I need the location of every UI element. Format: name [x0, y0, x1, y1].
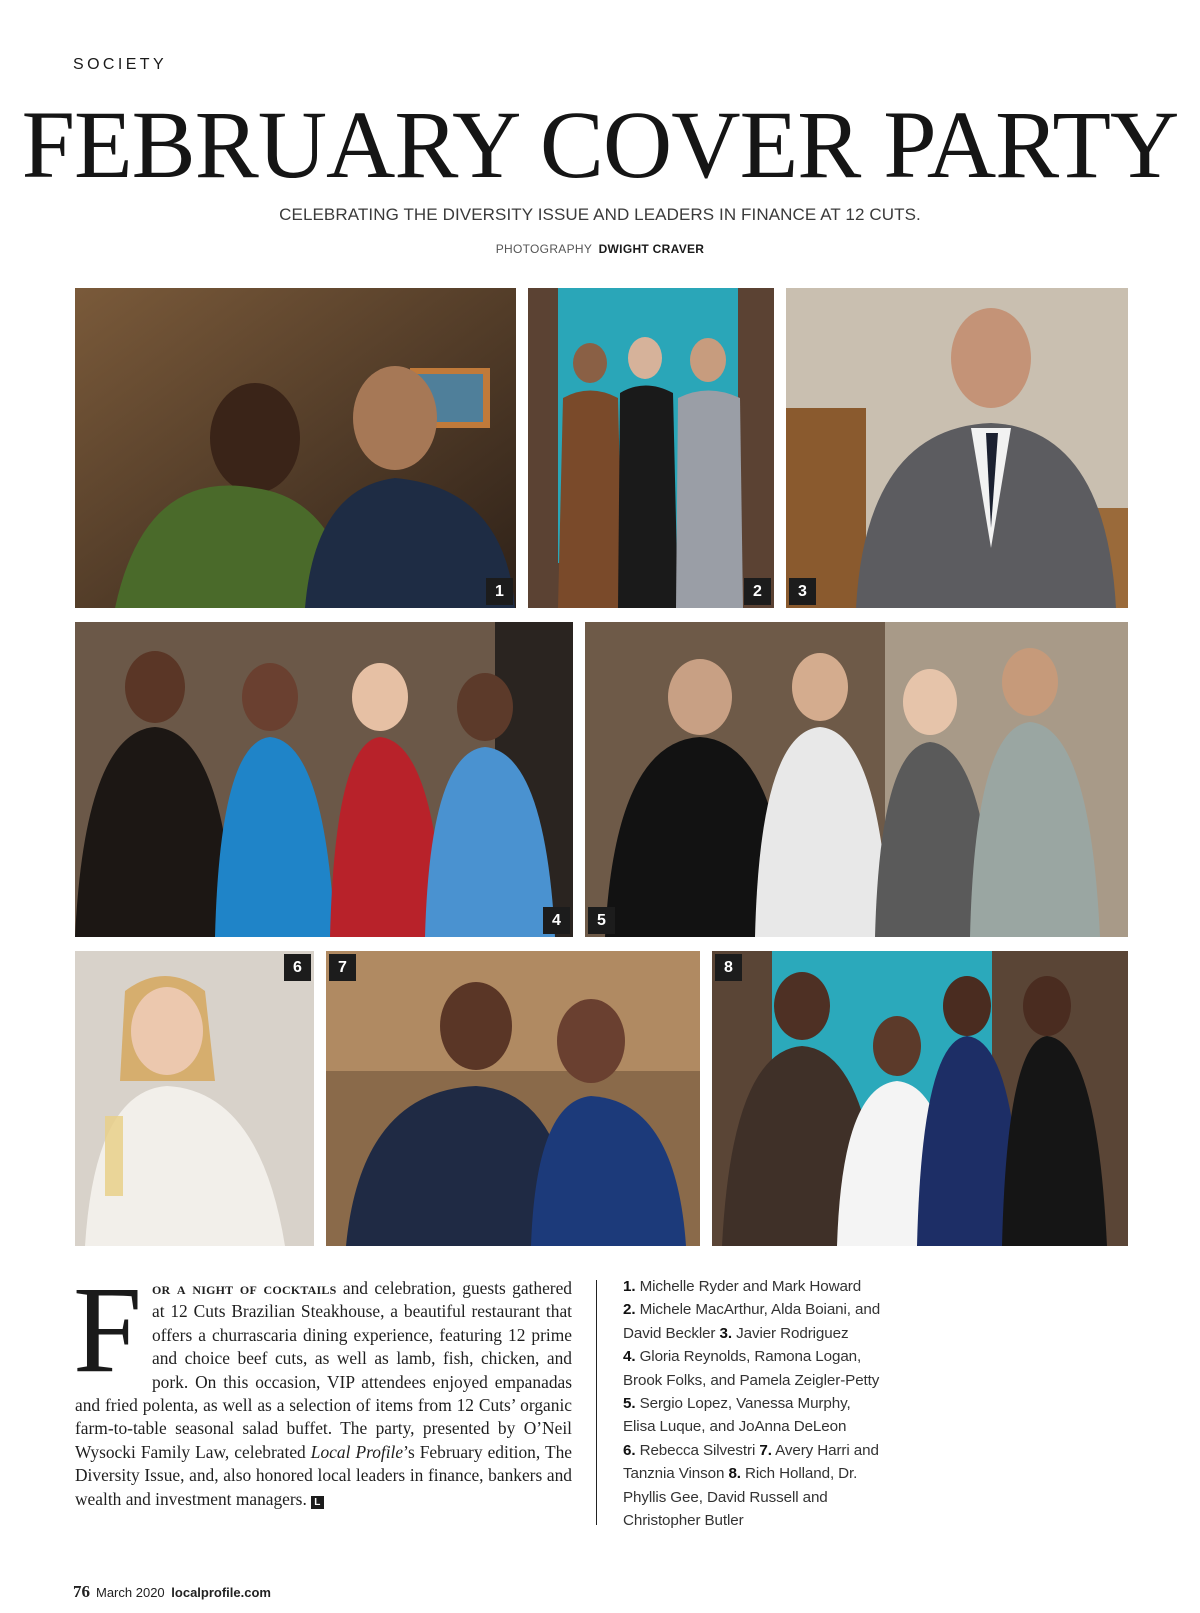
photo-6-image [75, 951, 314, 1246]
issue-date: March 2020 [96, 1585, 165, 1600]
photo-3-image [786, 288, 1128, 608]
credit-name: DWIGHT CRAVER [598, 242, 705, 256]
end-mark-icon: L [311, 1496, 324, 1509]
photo-number-4: 4 [543, 907, 570, 934]
caption-number: 6. [623, 1441, 636, 1459]
magazine-name: Local Profile [310, 1441, 404, 1462]
photo-number-8: 8 [715, 954, 742, 981]
caption-number: 3. [719, 1324, 732, 1342]
photo-number-3: 3 [789, 578, 816, 605]
photo-number-5: 5 [588, 907, 615, 934]
column-divider [596, 1280, 597, 1525]
section-label: SOCIETY [73, 56, 168, 73]
caption-text: Michelle Ryder and Mark Howard [635, 1278, 862, 1295]
caption-text: Gloria Reynolds, Ramona Logan, Brook Folks, and Pamela Zeigler-Petty [623, 1348, 880, 1389]
photo-2-image [528, 288, 774, 608]
page-number: 76 [73, 1582, 90, 1601]
credit-label: PHOTOGRAPHY [495, 242, 592, 256]
photo-credit [0, 242, 1200, 256]
article-text-2: ’s February edition, The Diversity Issue, and, also honored local leaders in finance, bankers and wealth and investment managers. [75, 1441, 572, 1509]
photo-number-6: 6 [284, 954, 311, 981]
event-photo-8 [712, 951, 1128, 1246]
photo-number-7: 7 [329, 954, 356, 981]
drop-cap: F [73, 1261, 142, 1398]
article-text-1: and celebration, guests gathered at 12 Cuts Brazilian Steakhouse, a beautiful restaurant that offers a churrascaria dining experience, featuring 12 prime and choice beef cuts, as well as lamb, fish, chicken, and pork. On this occasion, VIP attendees enjoyed empanadas and fried polenta, as well as a selection of items from 12 Cuts’ organic farm-to-table seasonal salad buffet. The party, presented by O’Neil Wysocki Family Law, celebrated [75, 1278, 572, 1462]
photo-4-image [75, 622, 573, 937]
caption-text: Rebecca Silvestri [635, 1441, 760, 1459]
page-subtitle: CELEBRATING THE DIVERSITY ISSUE AND LEADERS IN FINANCE AT 12 CUTS. [279, 205, 921, 224]
caption-number: 7. [759, 1441, 772, 1459]
article-body [73, 1261, 572, 1511]
page-title: FEBRUARY COVER PARTY [21, 91, 1179, 198]
caption-number: 5. [623, 1395, 636, 1413]
caption-text: Michele MacArthur, Alda Boiani, and David Beckler [623, 1301, 881, 1342]
event-photo-7 [326, 951, 700, 1246]
caption-text: Rich Holland, Dr. Phyllis Gee, David Russell and Christopher Butler [623, 1465, 858, 1530]
event-photo-2 [528, 288, 774, 608]
caption-number: 1. [623, 1278, 636, 1295]
photo-number-1: 1 [486, 578, 513, 605]
site-link[interactable]: localprofile.com [171, 1585, 271, 1600]
caption-text: Avery Harri and Tanznia Vinson [623, 1441, 879, 1483]
caption-text: Sergio Lopez, Vanessa Murphy, Elisa Luque, and JoAnna DeLeon [623, 1395, 851, 1436]
event-photo-3 [786, 288, 1128, 608]
event-photo-6 [75, 951, 314, 1246]
event-photo-4 [75, 622, 573, 937]
event-photo-1 [75, 288, 516, 608]
article-lead: or a night of cocktails [151, 1278, 337, 1298]
caption-text: Javier Rodriguez [731, 1324, 849, 1342]
photo-7-image [326, 951, 700, 1246]
photo-number-2: 2 [744, 578, 771, 605]
photo-5-image [585, 622, 1128, 937]
caption-number: 8. [728, 1465, 741, 1483]
photo-1-image [75, 288, 516, 608]
photo-captions [623, 1275, 883, 1532]
caption-number: 4. [623, 1348, 636, 1366]
event-photo-5 [585, 622, 1128, 937]
page-footer [73, 1582, 271, 1602]
photo-8-image [712, 951, 1128, 1246]
caption-number: 2. [623, 1301, 636, 1319]
